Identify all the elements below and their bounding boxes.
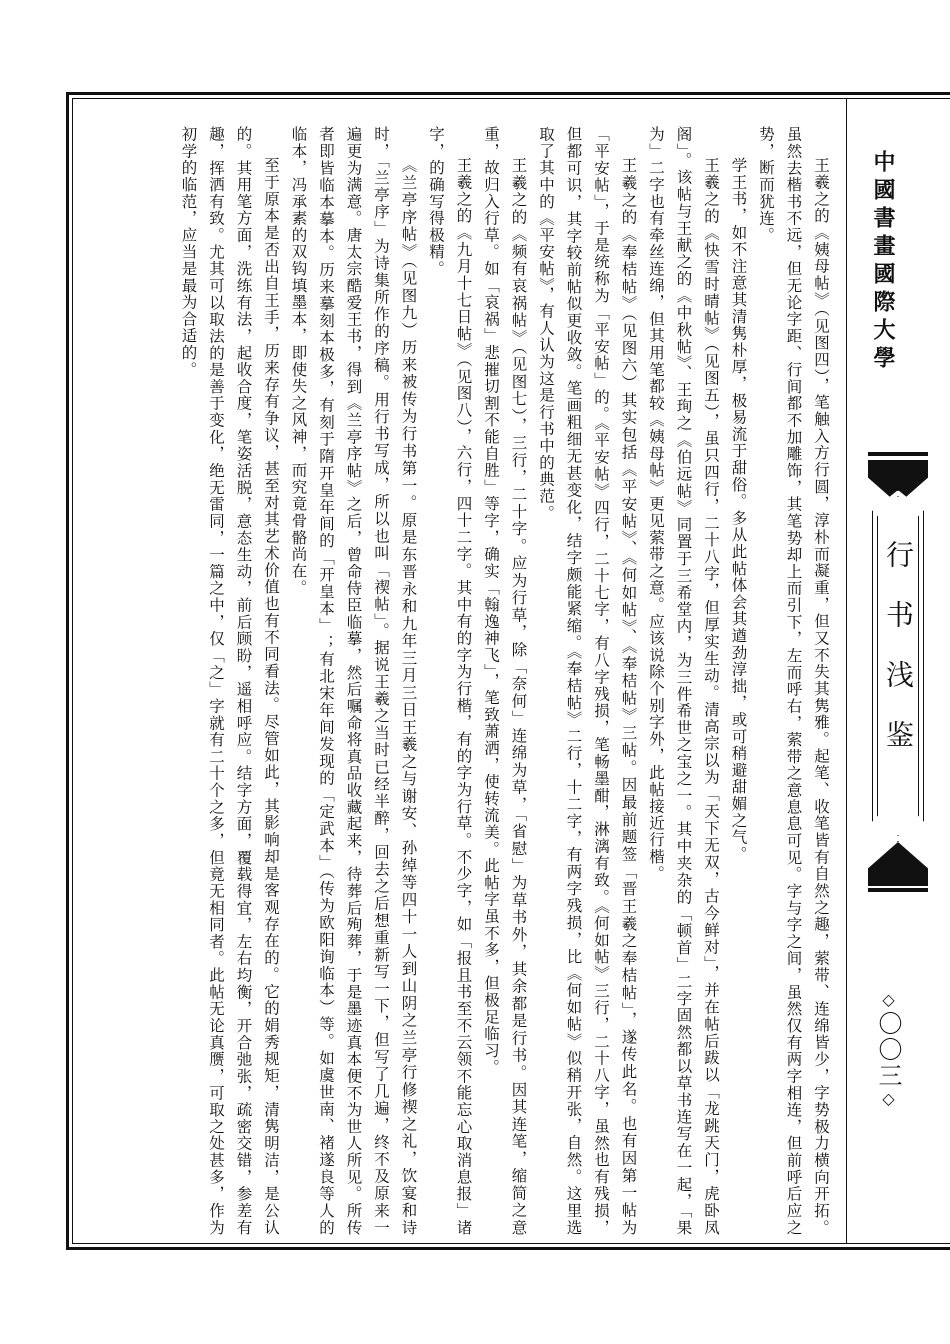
paragraph: 王羲之的《快雪时晴帖》（见图五），虽只四行，二十八字，但厚实生动。清高宗以为「天下无双，古今鲜对」，并在帖后跋以「龙跳天门，虎卧凤阁」。该帖与王献之的《中秋帖》、王珣之《伯远帖》同置于三希堂内，为三件希世之宝之一。其中夹杂的「顿首」二字固然都以草书连写在一起，「果为」二字也有牵丝连绵，但其用笔都较《姨母帖》更见萦带之意。应该说除个别字外，此帖接近行楷。: [647, 126, 720, 1236]
sidebar-divider: [846, 98, 847, 1244]
paragraph: 王羲之的《姨母帖》（见图四），笔触入方行圆，淳朴而凝重，但又不失其隽雅。起笔、收笔皆有自然之趣，萦带、连绵皆少，字势极力横向开拓。虽然去楷书不远，但无论字距、行间都不加雕饰，其笔势却上而引下，左而呼右，萦带之意息息可见。字与字之间，虽然仅有两字相连，但前呼后应之势，断而犹连。: [757, 126, 830, 1236]
diamond-icon: ◇: [879, 990, 898, 1011]
body-text: [118, 126, 834, 1236]
paragraph: 王羲之的《九月十七日帖》（见图八），六行，四十二字。其中有的字为行楷，有的字为行草。不少字，如「报且书至不云领不能忘心取消息报」诸字，的确写得极精。: [427, 126, 473, 1236]
diamond-icon: ◇: [879, 1089, 898, 1110]
page-number: [866, 990, 906, 1110]
page-number-text: 〇〇三: [874, 1011, 902, 1089]
paragraph: 学王书，如不注意其清隽朴厚，极易流于甜俗。多从此帖体会其遒劲淳拙，或可稍避甜媚之气。: [729, 157, 748, 863]
paragraph: 王羲之的《频有哀祸帖》（见图七），三行，二十字。应为行草，除「奈何」连绵为草，「省慰」为草书外，其余都是行书。因其连笔，缩简之意重，故归入行草。如「哀祸」悲摧切割不能自胜」等字，确实「翰逸神飞」，笔致萧洒，使转流美。此帖字虽不多，但极足临习。: [482, 126, 528, 1236]
banner-bottom-bar: [868, 888, 928, 892]
paragraph: 王羲之的《奉桔帖》（见图六）其实包括《平安帖》、《何如帖》、《奉桔帖》三帖。因最前题签「晋王羲之奉桔帖」，遂传此名。也有因第一帖为「平安帖」，于是统称为「平安帖」的。《平安帖》四行，二十七字，有八字残损，笔畅墨酣，淋漓有致。《何如帖》三行，二十八字，虽然也有残损，但都可识，其字较前帖似更收敛。笔画粗细无甚变化，结字颇能紧缩。《奉桔帖》二行，十二字，有两字残损，比《何如帖》似稍开张，自然。这里选取了其中的《平安帖》，有人认为这是行书中的典范。: [537, 126, 638, 1236]
section-title: 行书浅鉴: [882, 540, 915, 780]
banner-top-bar: [868, 452, 928, 456]
paragraph: 《兰亭序帖》（见图九）历来被传为行书第一。原是东晋永和九年三月三日王羲之与谢安、孙绰等四十一人到山阴之兰亭行修禊之礼，饮宴和诗时，「兰亭序」为诗集所作的序稿。用行书写成，所以也叫「禊帖」。据说王羲之当时已经半醉，回去之后想重新写一下，但写了几遍，终不及原来一遍更为满意。唐太宗酷爱王书，得到《兰亭序帖》之后，曾命侍臣临摹，然后嘱命将真品收藏起来，待葬后殉葬，于是墨迹真本便不为世人所见。所传者即皆临本摹本。历来摹刻本极多，有刻于隋开皇年间的「开皇本」；有北宋年间发现的「定武本」（传为欧阳询临本）等。如虞世南、褚遂良等人的临本，冯承素的双钩填墨本，即使失之风神，而究竟骨骼尚在。: [289, 126, 418, 1236]
university-name: 中國書畫國際大學: [870, 150, 895, 374]
paragraph: 至于原本是否出自王手，历来存有争议，甚至对其艺术价值也有不同看法。尽管如此，其影响却是客观存在的。它的娟秀规矩，清隽明洁，是公认的。其用笔方面，洗练有法，起收合度，笔姿活脱，意态生动，前后顾盼，遥相呼应。结字方面，覆载得宜，左右均衡，开合弛张，疏密交错，参差有趣，挥洒有致。尤其可以取法的是善于变化，绝无雷同，一篇之中，仅「之」字就有二十个之多，但竟无相同者。此帖无论真赝，可取之处甚多，作为初学的临范，应当是最为合适的。: [179, 126, 280, 1236]
